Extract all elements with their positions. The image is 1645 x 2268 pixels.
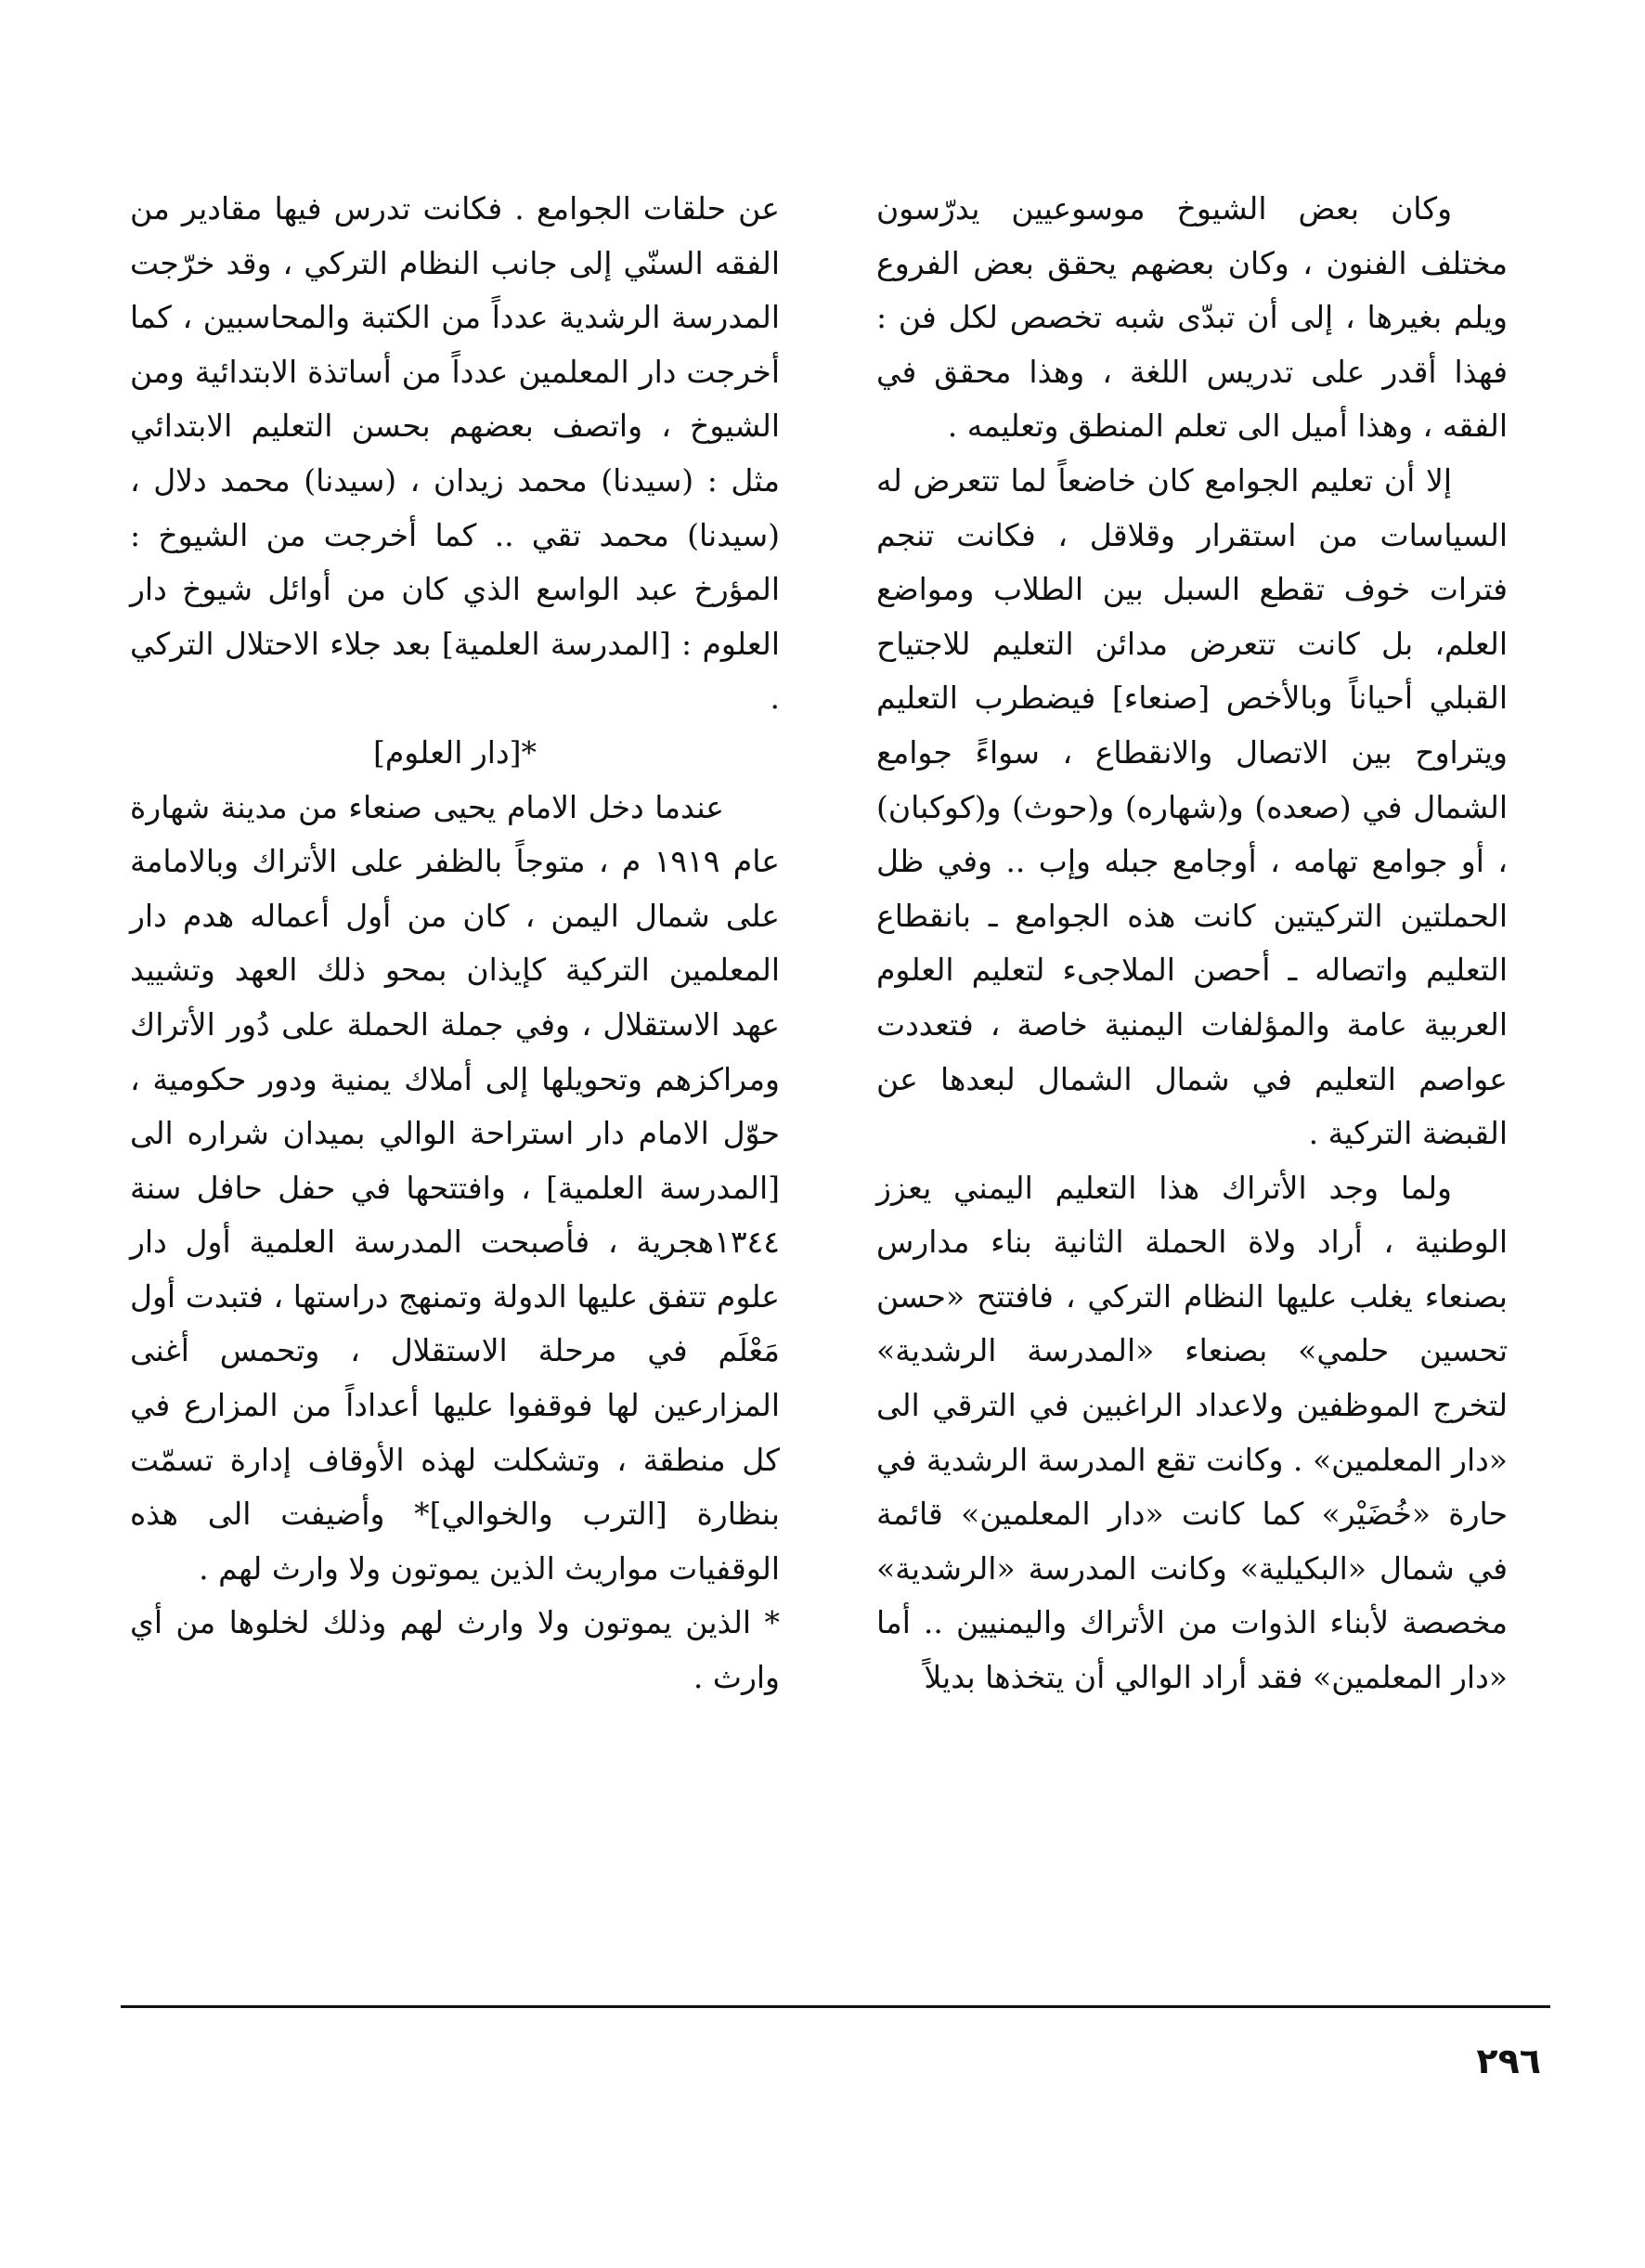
left-column xyxy=(130,182,780,1705)
footnote: * الذين يموتون ولا وارث لهم وذلك لخلوها من أي وارث . xyxy=(130,1604,780,1696)
footer-rule xyxy=(121,2005,1550,2008)
section-title xyxy=(130,726,780,781)
paragraph: ولما وجد الأتراك هذا التعليم اليمني يعزز الوطنية ، أراد ولاة الحملة الثانية بناء مدارس بصنعاء يغلب عليها النظام التركي ، فافتتح «حسن تحسين حلمي» بصنعاء «المدرسة الرشدية» لتخرج الموظفين ولاعداد الراغبين في الترقي الى «دار المعلمين» . وكانت تقع المدرسة الرشدية في حارة «خُضَيْر» كما كانت «دار المعلمين» قائمة في شمال «البكيلية» وكانت المدرسة «الرشدية» مخصصة لأبناء الذوات من الأتراك واليمنيين .. أما «دار المعلمين» فقد أراد الوالي أن يتخذها بديلاً xyxy=(876,1169,1508,1696)
section-title-text: [دار العلوم] xyxy=(372,733,522,771)
right-column xyxy=(876,182,1508,1705)
page-number: ٢٩٦ xyxy=(1476,2041,1541,2081)
paragraph: عن حلقات الجوامع . فكانت تدرس فيها مقادير من الفقه السنّي إلى جانب النظام التركي ، وقد خرّجت المدرسة الرشدية عدداً من الكتبة والمحاسبين ، كما أخرجت دار المعلمين عدداً من أساتذة الابتدائية ومن الشيوخ ، واتصف بعضهم بحسن التعليم الابتدائي مثل : (سيدنا) محمد زيدان ، (سيدنا) محمد دلال ، (سيدنا) محمد تقي .. كما أخرجت من الشيوخ : المؤرخ عبد الواسع الذي كان من أوائل شيوخ دار العلوم : [المدرسة العلمية] بعد جلاء الاحتلال التركي . xyxy=(130,190,780,717)
paragraph: عندما دخل الامام يحيى صنعاء من مدينة شهارة عام ١٩١٩ م ، متوجاً بالظفر على الأتراك وبالامامة على شمال اليمن ، كان من أول أعماله هدم دار المعلمين التركية كإيذان بمحو ذلك العهد وتشييد عهد الاستقلال ، وفي جملة الحملة على دُور الأتراك ومراكزهم وتحويلها إلى أملاك يمنية ودور حكومية ، حوّل الامام دار استراحة الوالي بميدان شراره الى [المدرسة العلمية] ، وافتتحها في حفل حافل سنة ١٣٤٤هجرية ، فأصبحت المدرسة العلمية أول دار علوم تتفق عليها الدولة وتمنهج دراستها ، فتبدت أول مَعْلَم في مرحلة الاستقلال ، وتحمس أغنى المزارعين لها فوقفوا عليها أعداداً من المزارع في كل منطقة ، وتشكلت لهذه الأوقاف إدارة تسمّت بنظارة [الترب والخوالي]* وأضيفت الى هذه الوقفيات مواريث الذين يموتون ولا وارث لهم . xyxy=(130,788,781,1587)
paragraph: وكان بعض الشيوخ موسوعيين يدرّسون مختلف الفنون ، وكان بعضهم يحقق بعض الفروع ويلم بغيرها ، إلى أن تبدّى شبه تخصص لكل فن : فهذا أقدر على تدريس اللغة ، وهذا محقق في الفقه ، وهذا أميل الى تعلم المنطق وتعليمه . xyxy=(876,190,1508,445)
paragraph: إلا أن تعليم الجوامع كان خاضعاً لما تتعرض له السياسات من استقرار وقلاقل ، فكانت تنجم فترات خوف تقطع السبل بين الطلاب ومواضع العلم، بل كانت تتعرض مدائن التعليم للاجتياح القبلي أحياناً وبالأخص [صنعاء] فيضطرب التعليم ويتراوح بين الاتصال والانقطاع ، سواءً جوامع الشمال في (صعده) و(شهاره) و(حوث) و(كوكبان) ، أو جوامع تهامه ، أوجامع جبله وإب .. وفي ظل الحملتين التركيتين كانت هذه الجوامع ـ بانقطاع التعليم واتصاله ـ أحصن الملاجىء لتعليم العلوم العربية عامة والمؤلفات اليمنية خاصة ، فتعددت عواصم التعليم في شمال الشمال لبعدها عن القبضة التركية . xyxy=(876,461,1508,1152)
section-title-marker: * xyxy=(521,733,538,771)
